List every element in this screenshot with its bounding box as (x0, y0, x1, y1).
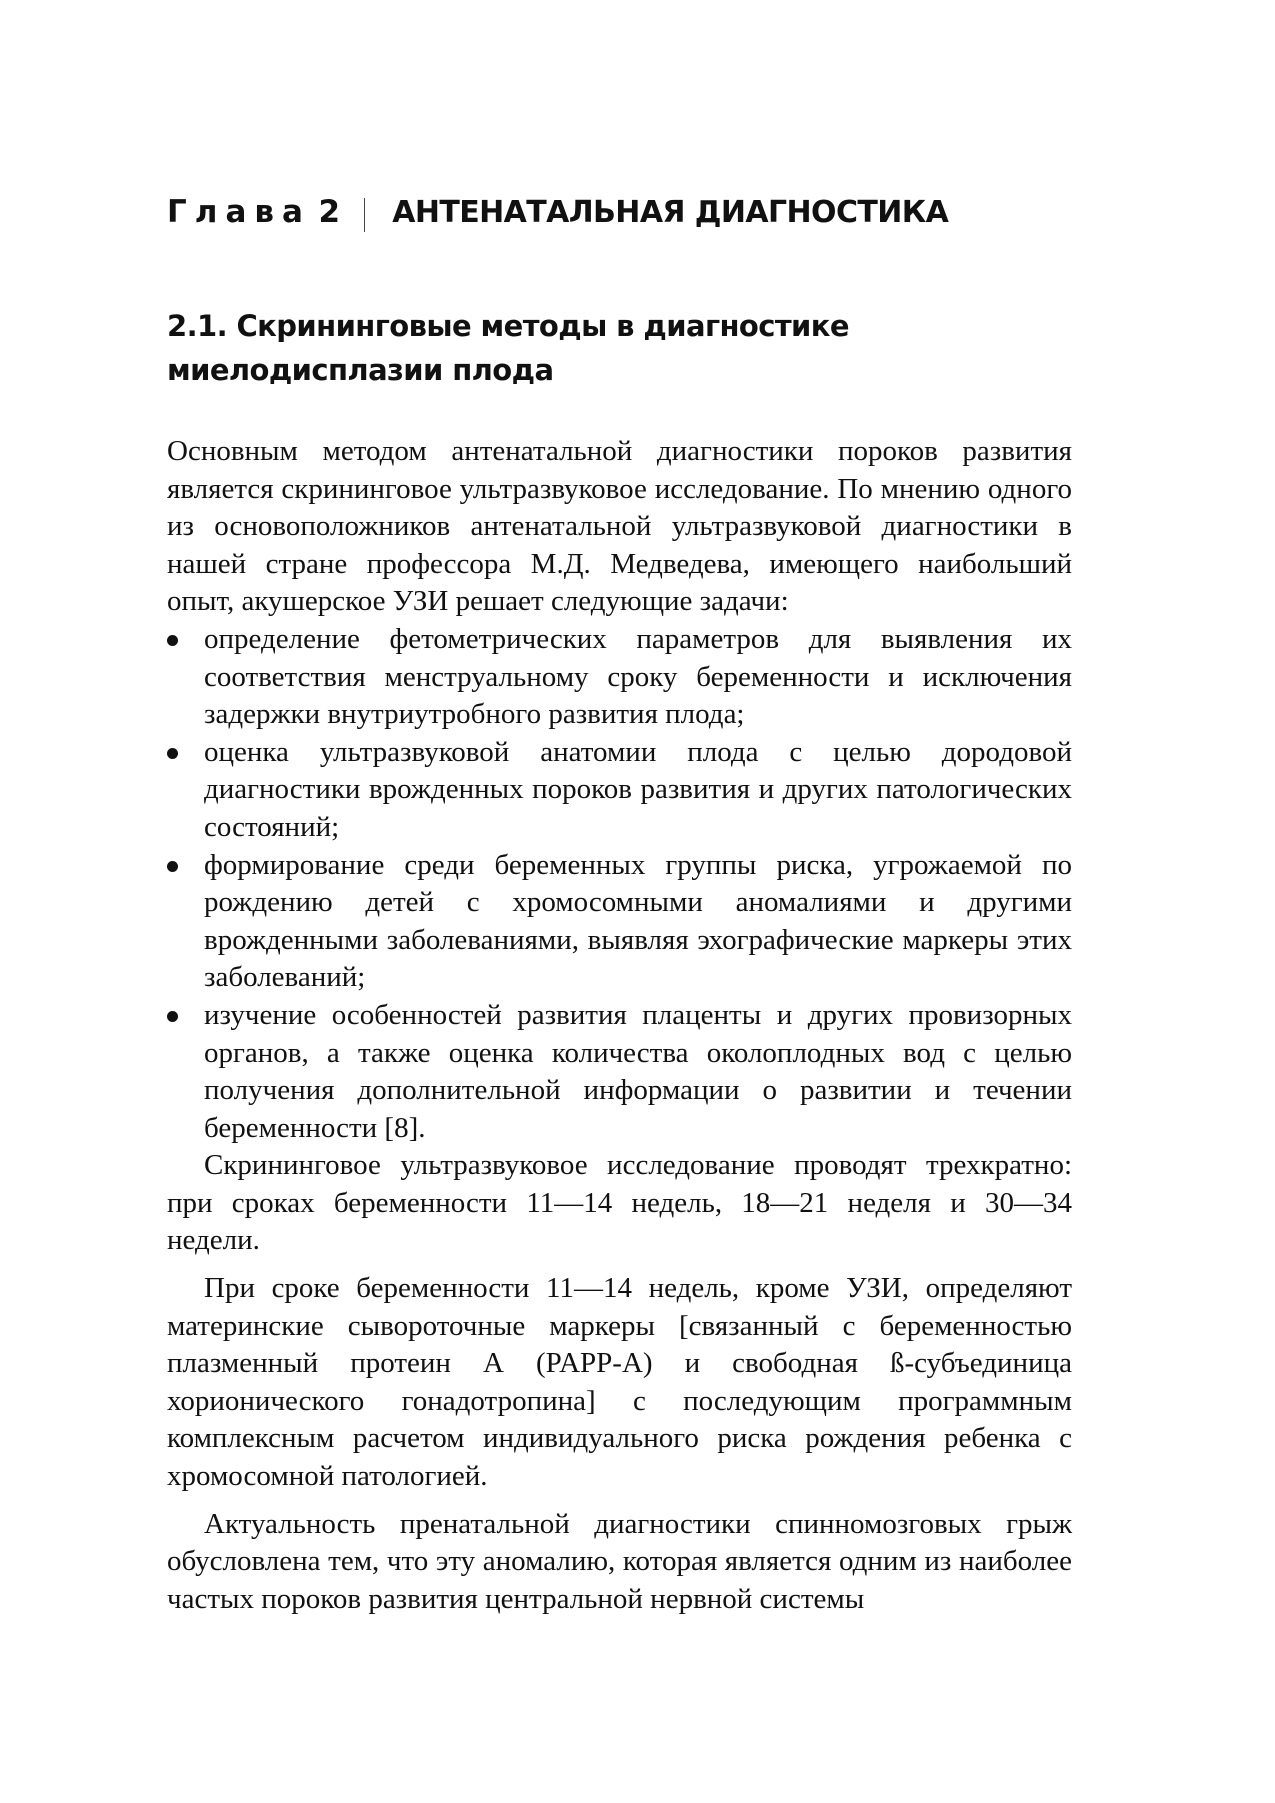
section-title: 2.1. Скрининговые методы в диагностике миелодисплазии плода (167, 309, 849, 387)
bullet-icon (167, 1011, 178, 1022)
paragraph-intro: Основным методом антенатальной диагностики пороков развития является скрининговое ультразвуковое исследование. По мнению одного из основоположников антенатальной ультразвуковой диагностики в нашей стране профессора М.Д. Медведева, имеющего наибольший опыт, акушерское УЗИ решает следующие задачи: (167, 435, 1072, 618)
list-item-text: изучение особенностей развития плаценты и других провизорных органов, а также оценка количества околоплодных вод с целью получения дополнительной информации о развитии и течении беременности [8]. (204, 998, 1072, 1144)
body-text (167, 433, 1072, 1618)
chapter-title: АНТЕНАТАЛЬНАЯ ДИАГНОСТИКА (392, 195, 949, 230)
chapter-label: Глава (167, 194, 311, 230)
list-item (167, 621, 1072, 734)
bullet-icon (167, 635, 178, 646)
list-item-text: определение фетометрических параметров для выявления их соответствия менструальному сроку беременности и исключения задержки внутриутробного развития плода; (204, 622, 1072, 731)
list-item (167, 734, 1072, 847)
chapter-heading (167, 192, 1072, 237)
list-item-text: формирование среди беременных группы риска, угрожаемой по рождению детей с хромосомными аномалиями и другими врожденными заболеваниями, выявляя эхографические маркеры этих заболеваний; (204, 848, 1072, 994)
list-item-text: оценка ультразвуковой анатомии плода с целью дородовой диагностики врожденных пороков развития и других патологических состояний; (204, 735, 1072, 843)
paragraph-serum-markers: При сроке беременности 11—14 недель, кроме УЗИ, определяют материнские сывороточные маркеры [связанный с беременностью плазменный протеин А (PAPP-A) и свободная ß-субъединица хорионического гонадотропина] с последующим программным комплексным расчетом индивидуального риска рождения ребенка с хромосомной патологией. (167, 1272, 1072, 1493)
list-item (167, 847, 1072, 997)
chapter-number: 2 (318, 194, 341, 230)
bullet-icon (167, 748, 178, 759)
list-item (167, 997, 1072, 1147)
paragraph-screening-schedule: Скрининговое ультразвуковое исследование проводят трехкратно: при сроках беременности 11—14 недель, 18—21 неделя и 30—34 недели. (167, 1149, 1072, 1257)
task-list (167, 621, 1072, 1147)
chapter-divider (364, 198, 365, 232)
book-page (167, 0, 1072, 1803)
paragraph-relevance: Актуальность пренатальной диагностики спинномозговых грыж обусловлена тем, что эту аномалию, которая является одним из наиболее частых пороков развития центральной нервной системы (167, 1507, 1072, 1615)
bullet-icon (167, 861, 178, 872)
